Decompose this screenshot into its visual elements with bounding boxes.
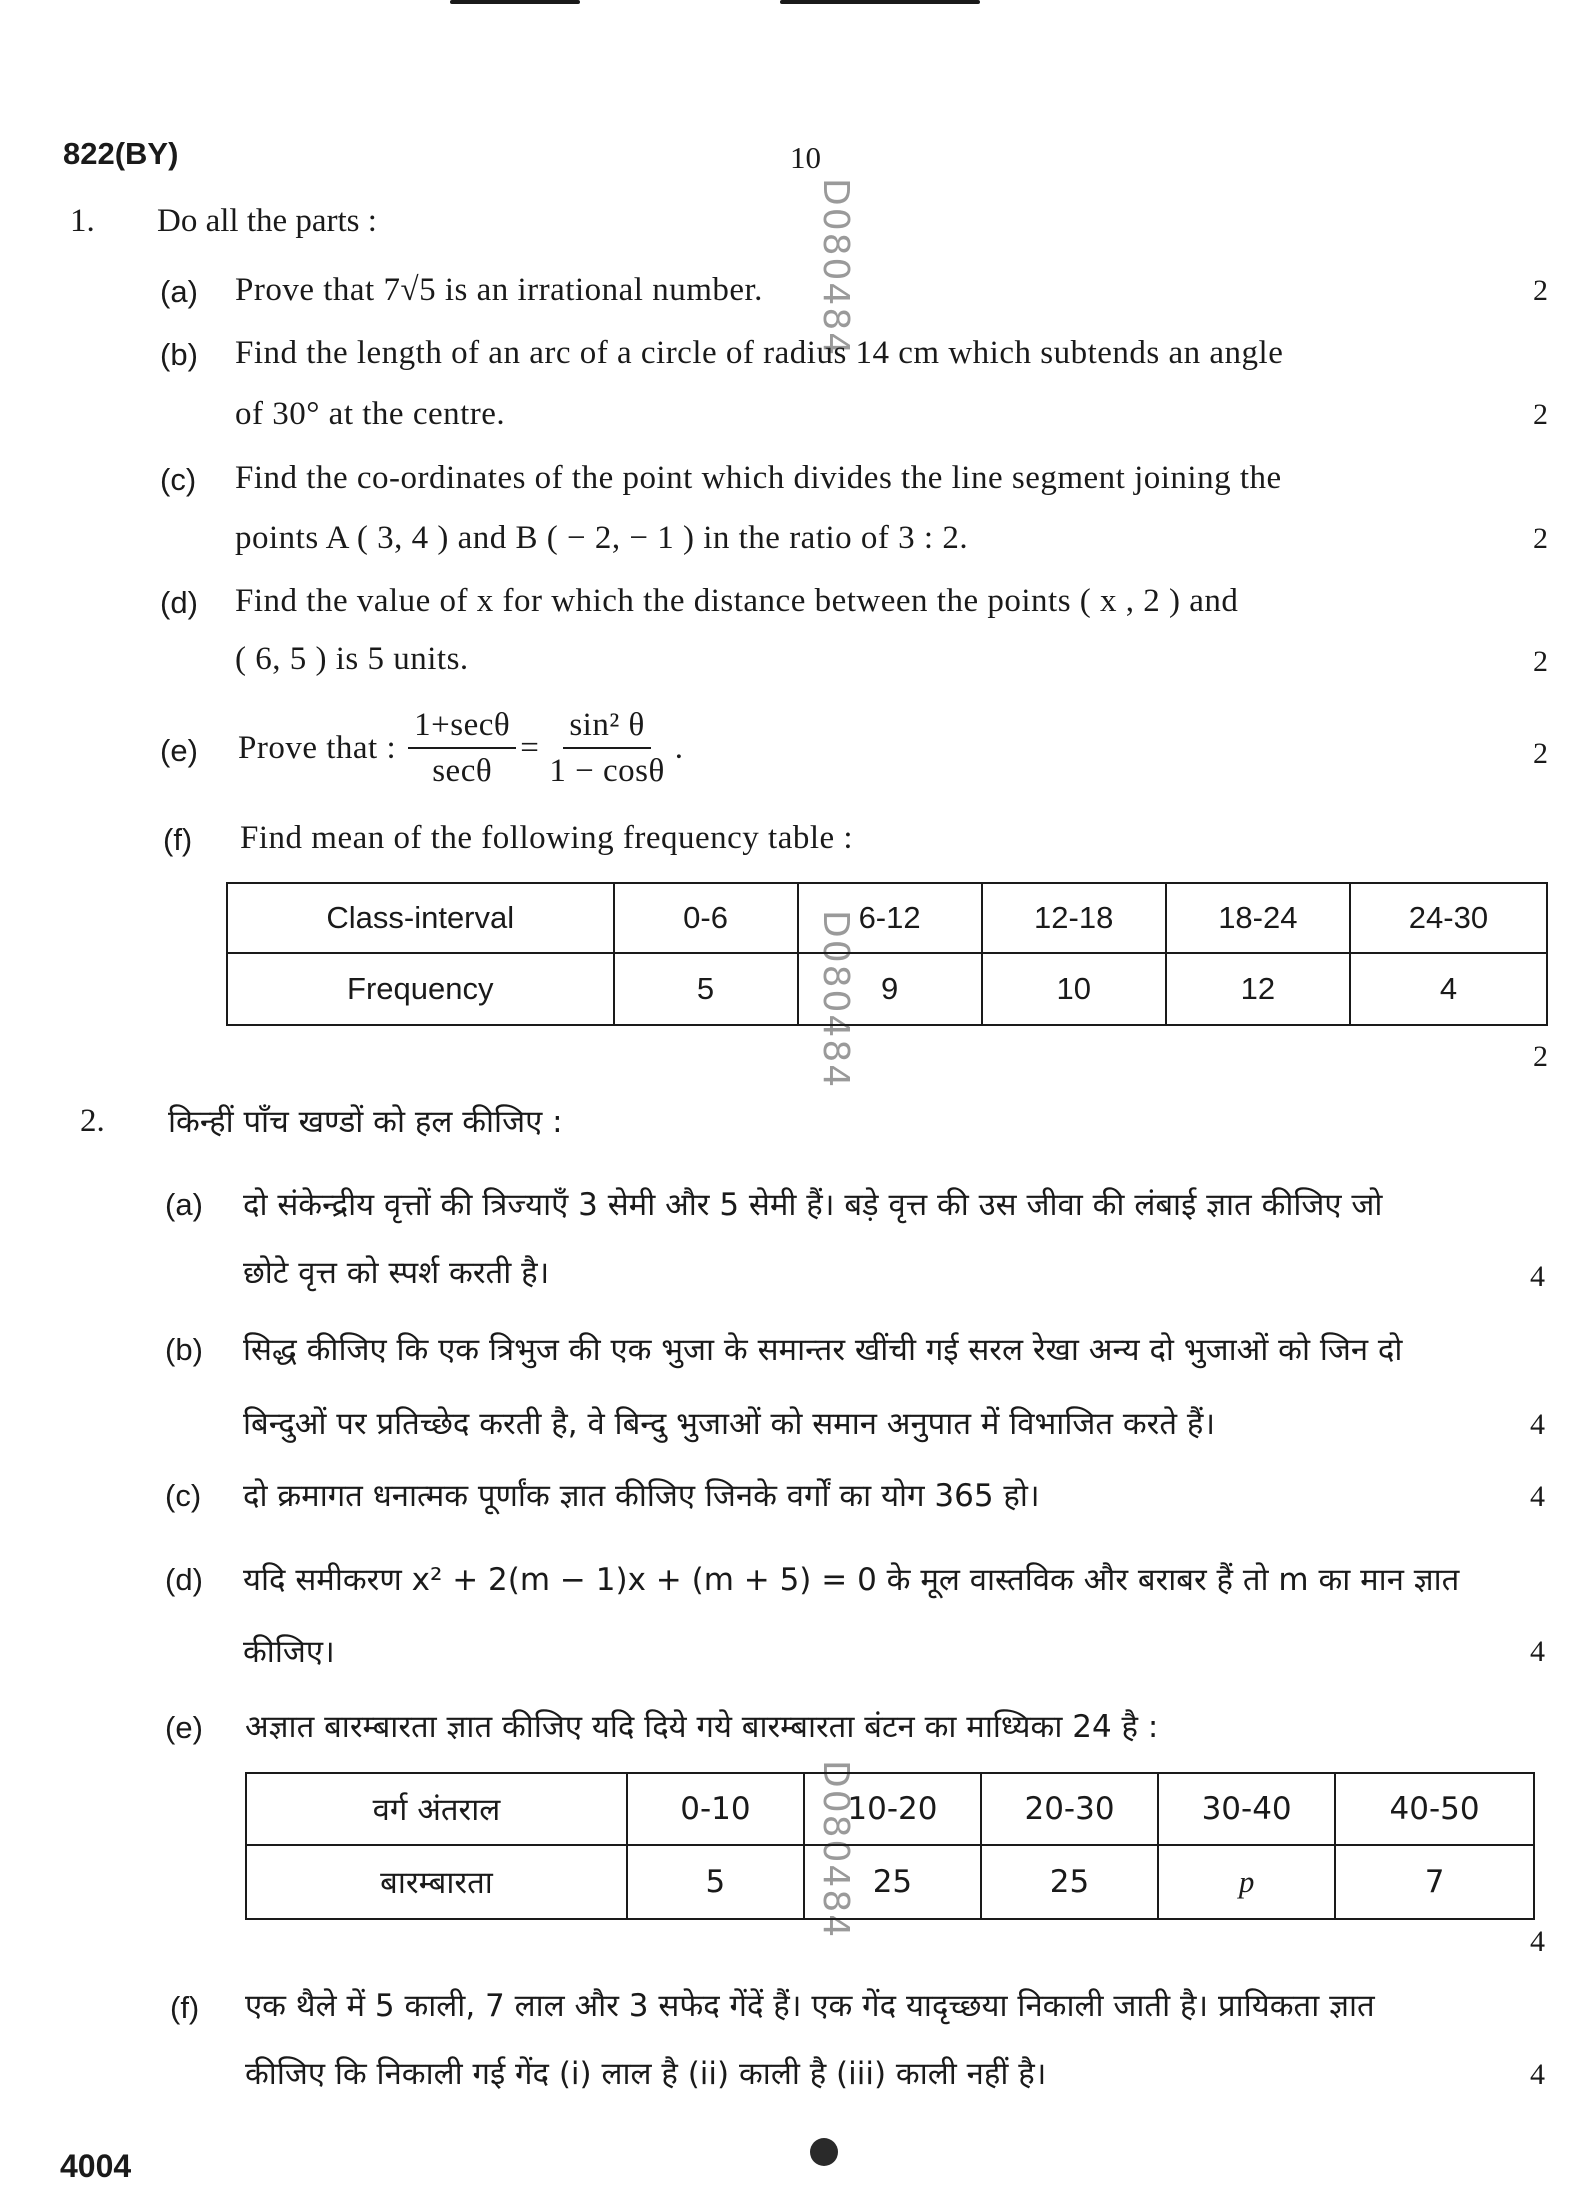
- table-cell: 12-18: [982, 883, 1166, 953]
- part-label: (f): [163, 822, 193, 857]
- table-row: [246, 1845, 1534, 1919]
- table-cell: 6-12: [798, 883, 982, 953]
- paper-code: 822(BY): [63, 136, 179, 171]
- rhs-denominator: 1 − cosθ: [549, 753, 665, 789]
- marks: 2: [1533, 645, 1548, 678]
- part-text: Find mean of the following frequency table :: [240, 820, 854, 856]
- marks: 4: [1530, 1925, 1545, 1958]
- table-cell: 4: [1350, 953, 1547, 1025]
- table-cell: 25: [981, 1845, 1158, 1919]
- frequency-table: [245, 1772, 1535, 1920]
- marks: 2: [1533, 737, 1548, 770]
- part-label: (d): [165, 1562, 203, 1597]
- table-cell: Frequency: [227, 953, 614, 1025]
- part-label: (c): [160, 462, 197, 497]
- part-label: (a): [160, 274, 198, 309]
- rhs-numerator: sin² θ: [563, 705, 650, 749]
- table-row: [227, 953, 1547, 1025]
- table-cell: 12: [1166, 953, 1350, 1025]
- watermark-stamp: D080484: [815, 178, 856, 358]
- top-edge-mark: [780, 0, 980, 4]
- part-text: ( 6, 5 ) is 5 units.: [235, 641, 469, 677]
- table-cell: 30-40: [1158, 1773, 1335, 1845]
- table-cell: 10: [982, 953, 1166, 1025]
- part-text: यदि समीकरण x² + 2(m − 1)x + (m + 5) = 0 के मूल वास्तविक और बराबर हैं तो m का मान ज्ञात: [243, 1562, 1460, 1598]
- part-text: अज्ञात बारम्बारता ज्ञात कीजिए यदि दिये गये बारम्बारता बंटन का माध्यिका 24 है :: [245, 1709, 1159, 1745]
- part-text: बिन्दुओं पर प्रतिच्छेद करती है, वे बिन्दु भुजाओं को समान अनुपात में विभाजित करते हैं।: [243, 1406, 1216, 1442]
- marks: 2: [1533, 1040, 1548, 1073]
- part-label: (b): [165, 1332, 203, 1367]
- table-cell: 25: [804, 1845, 981, 1919]
- part-text: कीजिए कि निकाली गई गेंद (i) लाल है (ii) काली है (iii) काली नहीं है।: [245, 2056, 1047, 2092]
- question-instruction: किन्हीं पाँच खण्डों को हल कीजिए :: [168, 1104, 563, 1140]
- punch-hole-dot: [810, 2138, 838, 2166]
- question-number: 2.: [80, 1103, 105, 1139]
- part-label: (e): [165, 1710, 203, 1745]
- part-text: कीजिए।: [243, 1634, 335, 1670]
- marks: 4: [1530, 1260, 1545, 1293]
- question-instruction: Do all the parts :: [157, 203, 377, 239]
- part-text: Find the value of x for which the distance between the points ( x , 2 ) and: [235, 583, 1239, 619]
- part-text: Prove that 7√5 is an irrational number.: [235, 272, 763, 308]
- lhs-numerator: 1+secθ: [408, 705, 516, 749]
- watermark-stamp: D080484: [815, 910, 856, 1090]
- marks: 4: [1530, 1480, 1545, 1513]
- part-label: (d): [160, 585, 198, 620]
- part-text: एक थैले में 5 काली, 7 लाल और 3 सफेद गेंदें हैं। एक गेंद यादृच्छया निकाली जाती है। प्रायिकता ज्ञात: [245, 1988, 1375, 2024]
- table-cell: 24-30: [1350, 883, 1547, 953]
- lhs-fraction: [408, 705, 516, 791]
- part-text: Find the length of an arc of a circle of radius 14 cm which subtends an angle: [235, 335, 1284, 371]
- table-cell: वर्ग अंतराल: [246, 1773, 627, 1845]
- table-cell: Class-interval: [227, 883, 614, 953]
- marks: 4: [1530, 2058, 1545, 2091]
- table-cell: 10-20: [804, 1773, 981, 1845]
- equation-suffix: .: [674, 729, 684, 766]
- marks: 4: [1530, 1635, 1545, 1668]
- table-cell: 0-10: [627, 1773, 804, 1845]
- table-cell: 0-6: [614, 883, 798, 953]
- table-cell: 18-24: [1166, 883, 1350, 953]
- part-label: (c): [165, 1478, 202, 1513]
- part-label: (a): [165, 1187, 203, 1222]
- lhs-denominator: secθ: [432, 753, 493, 789]
- table-cell: 5: [614, 953, 798, 1025]
- equals-sign: =: [520, 729, 540, 766]
- table-cell: 9: [798, 953, 982, 1025]
- page-number: 10: [790, 140, 821, 175]
- equation-prefix: Prove that :: [238, 729, 397, 766]
- part-text: छोटे वृत्त को स्पर्श करती है।: [243, 1255, 550, 1291]
- table-cell: 20-30: [981, 1773, 1158, 1845]
- frequency-table: [226, 882, 1548, 1026]
- part-text: सिद्ध कीजिए कि एक त्रिभुज की एक भुजा के समान्तर खींची गई सरल रेखा अन्य दो भुजाओं को जिन दो: [243, 1332, 1403, 1368]
- table-row: [227, 883, 1547, 953]
- table-cell: 5: [627, 1845, 804, 1919]
- table-cell: 7: [1335, 1845, 1534, 1919]
- marks: 4: [1530, 1408, 1545, 1441]
- table-cell: 40-50: [1335, 1773, 1534, 1845]
- part-text: of 30° at the centre.: [235, 396, 506, 432]
- top-edge-mark: [450, 0, 580, 4]
- footer-code: 4004: [60, 2148, 132, 2184]
- part-label: (b): [160, 337, 198, 372]
- marks: 2: [1533, 522, 1548, 555]
- question-number: 1.: [70, 203, 95, 239]
- watermark-stamp: D080484: [815, 1760, 856, 1940]
- rhs-fraction: [543, 705, 670, 791]
- marks: 2: [1533, 274, 1548, 307]
- part-text: points A ( 3, 4 ) and B ( − 2, − 1 ) in the ratio of 3 : 2.: [235, 520, 969, 556]
- part-label: (e): [160, 733, 198, 768]
- marks: 2: [1533, 398, 1548, 431]
- part-text: दो संकेन्द्रीय वृत्तों की त्रिज्याएँ 3 सेमी और 5 सेमी हैं। बड़े वृत्त की उस जीवा की लंबाई ज्ञात कीजिए जो: [243, 1187, 1383, 1223]
- table-cell: बारम्बारता: [246, 1845, 627, 1919]
- table-row: [246, 1773, 1534, 1845]
- part-text: दो क्रमागत धनात्मक पूर्णांक ज्ञात कीजिए जिनके वर्गों का योग 365 हो।: [243, 1478, 1040, 1514]
- equation: [238, 703, 684, 793]
- part-text: Find the co-ordinates of the point which divides the line segment joining the: [235, 460, 1282, 496]
- part-label: (f): [170, 1990, 200, 2025]
- table-cell: p: [1158, 1845, 1335, 1919]
